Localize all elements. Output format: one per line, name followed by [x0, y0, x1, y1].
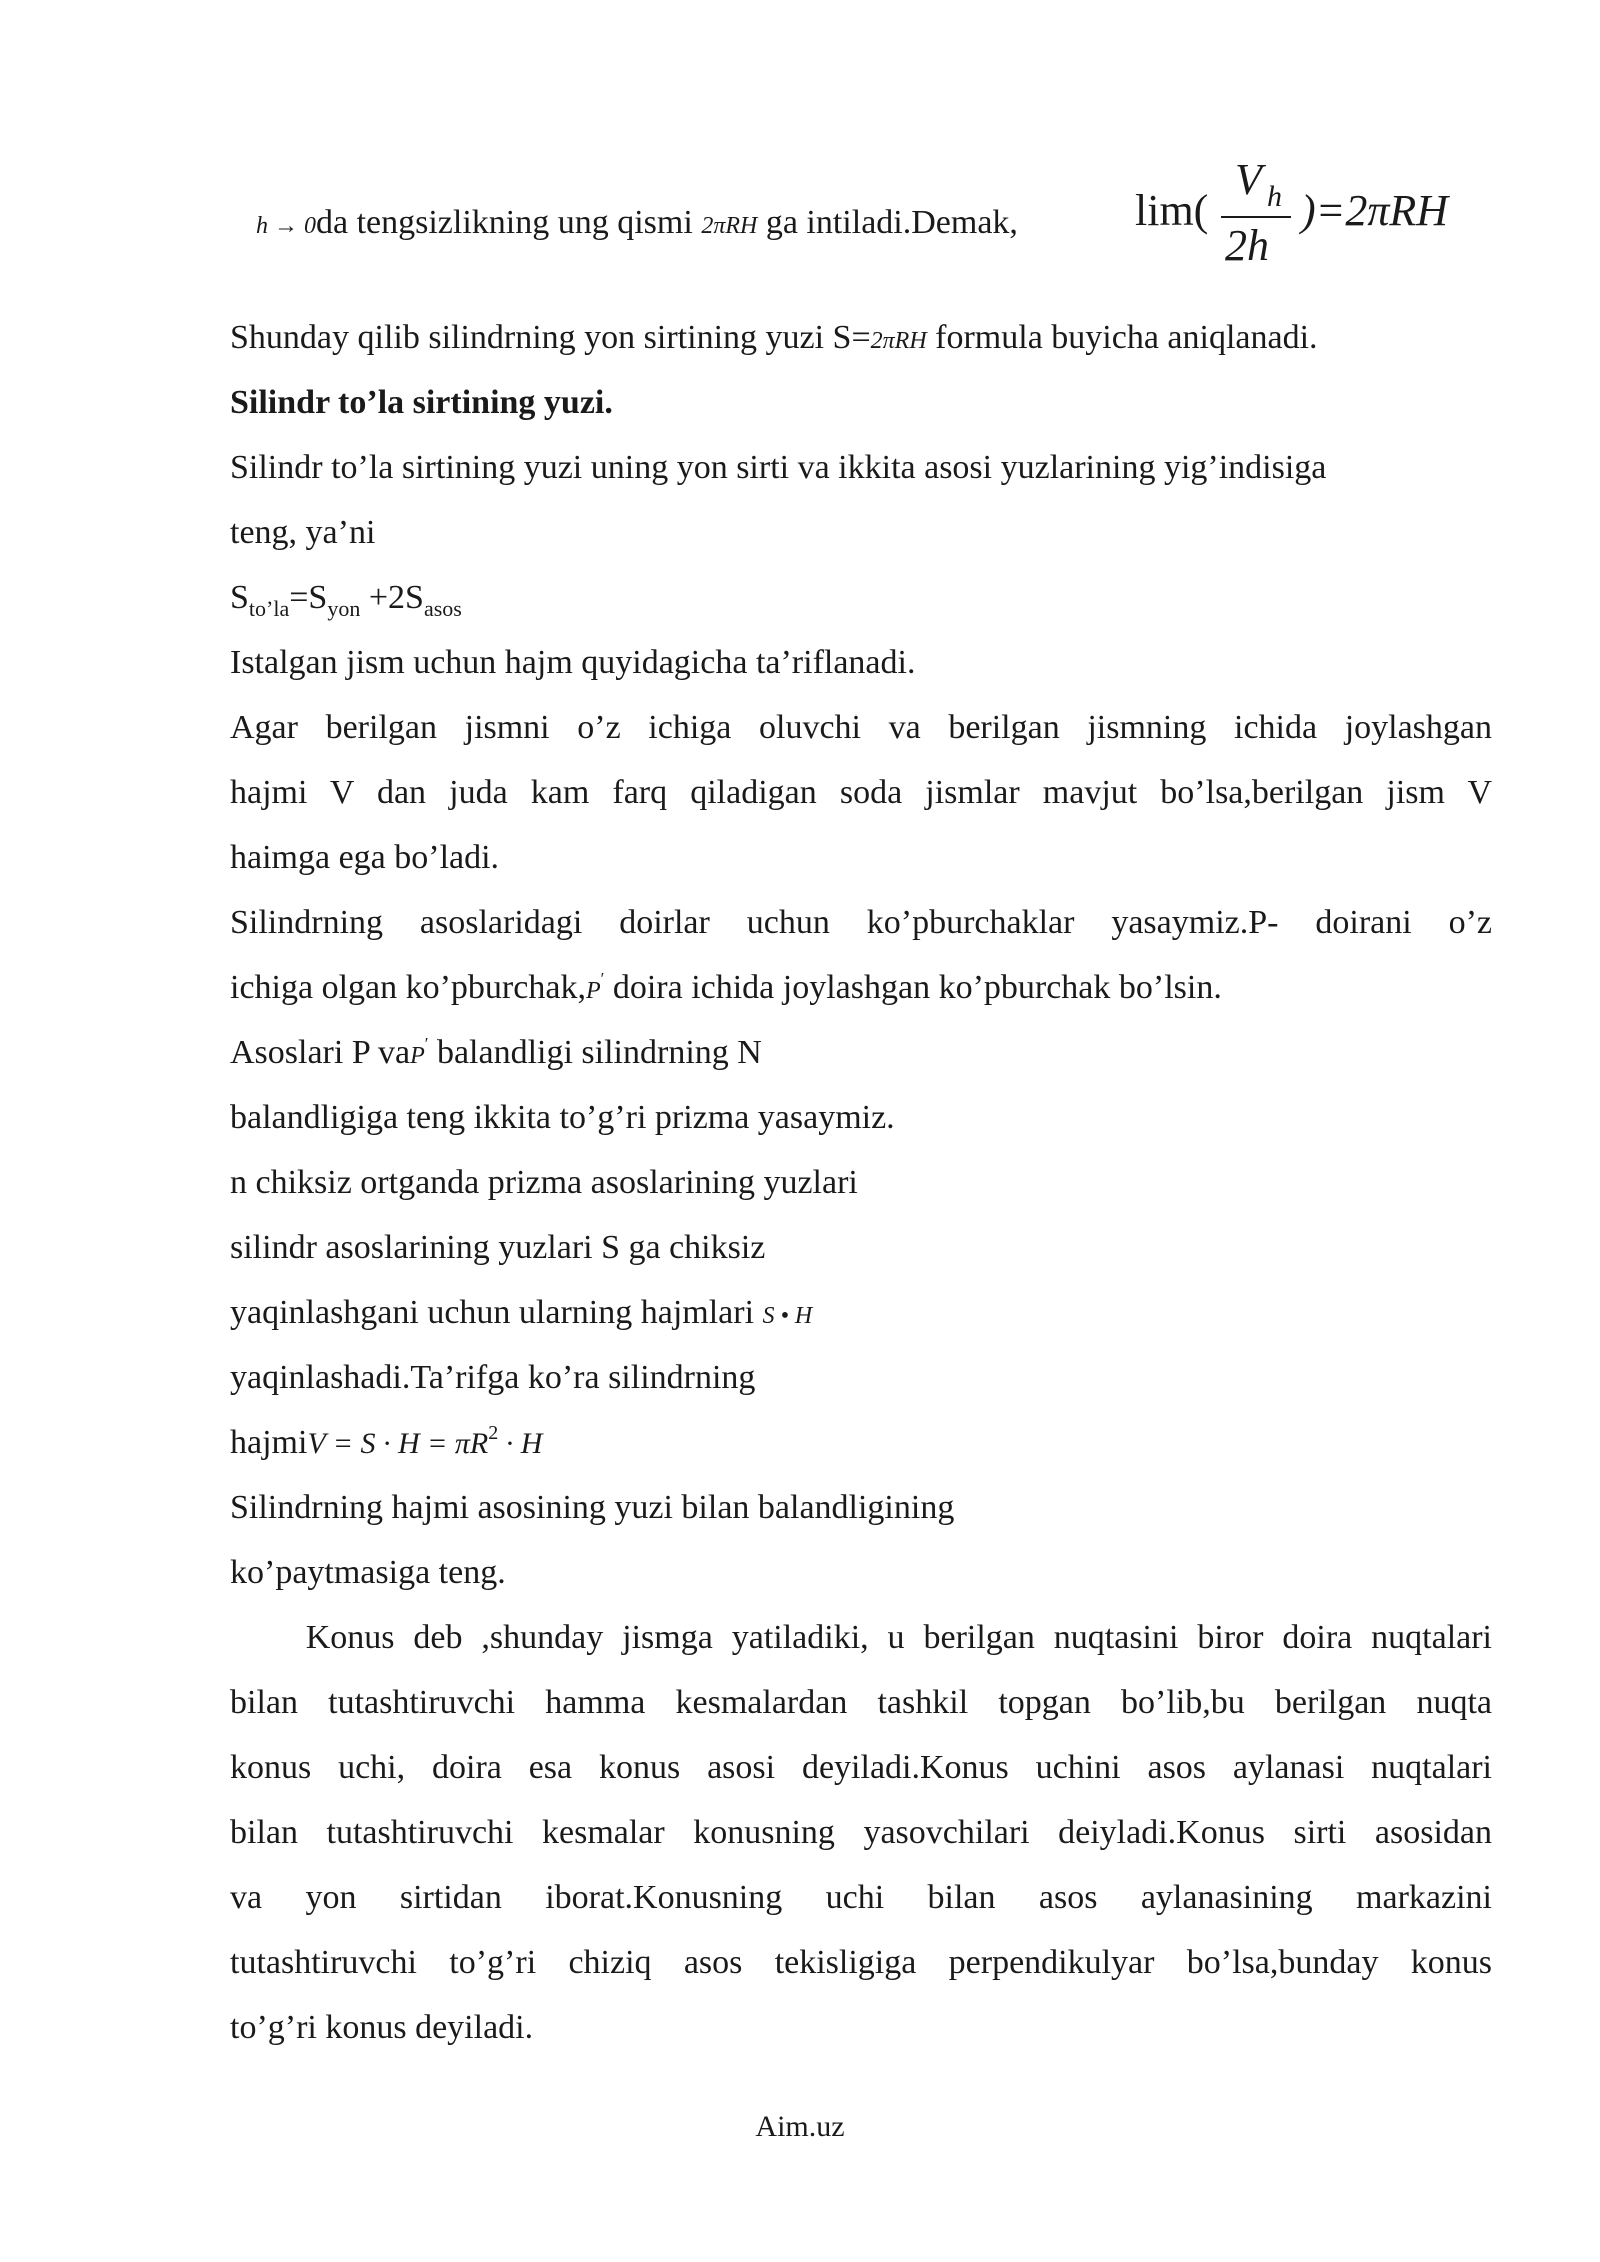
para4-text-b: doira ichida joylashgan ko’pburchak bo’lsin. [604, 969, 1222, 1006]
para7-line1: Konus deb ,shunday jismga yatiladiki, u berilgan nuqtasini biror doira nuqtalari [230, 1619, 1493, 1656]
para7-line4: bilan tutashtiruvchi kesmalar konusning yasovchilari deiyladi.Konus sirti asosidan [230, 1814, 1492, 1851]
formula-eq: =S [289, 579, 328, 616]
limit-fraction [1213, 150, 1301, 280]
para5-line4: silindr asoslarining yuzlari S ga chiksiz [230, 1229, 766, 1266]
para7-line7: to’g’ri konus deyiladi. [230, 2009, 534, 2046]
limit-formula [1135, 150, 1465, 280]
fraction-denominator: 2h [1225, 221, 1269, 270]
formula-plus: +2S [360, 579, 424, 616]
total-area-formula [230, 578, 462, 621]
para5-line6: yaqinlashadi.Ta’rifga ko’ra silindrning [230, 1359, 756, 1396]
intro-line [256, 203, 1018, 246]
limit-rhs: )=2πRH [1301, 186, 1449, 235]
volume-label: hajmi [230, 1424, 308, 1461]
section-heading: Silindr to’la sirtining yuzi. [230, 384, 613, 421]
prime-mark: ′ [600, 969, 605, 988]
two-pi-rh-expr-2: 2πRH [870, 328, 927, 354]
p-prime-symbol: P [585, 978, 601, 1004]
formula-s: S [230, 579, 249, 616]
para5-line7 [230, 1423, 542, 1467]
para6-line2: ko’paytmasiga teng. [230, 1554, 506, 1591]
para5-line1 [230, 1033, 762, 1078]
fraction-numerator-sub: h [1267, 180, 1282, 213]
para1-line2: teng, ya’ni [230, 514, 376, 551]
para7-line5: va yon sirtidan iborat.Konusning uchi bilan asos aylanasining markazini [230, 1879, 1492, 1916]
para5-text-b: balandligi silindrning N [428, 1034, 762, 1071]
para5-text-l5: yaqinlashgani uchun ularning hajmlari [230, 1294, 763, 1331]
intro-text-b: ga intiladi.Demak, [757, 204, 1018, 241]
para4-text-a: ichiga olgan ko’pburchak, [230, 969, 586, 1006]
para7-line6: tutashtiruvchi to’g’ri chiziq asos tekisligiga perpendikulyar bo’lsa,bunday konus [230, 1944, 1492, 1981]
para4-line1: Silindrning asoslaridagi doirlar uchun ko’pburchaklar yasaymiz.P- doirani o’z [230, 904, 1492, 941]
page-footer: Aim.uz [755, 2110, 845, 2143]
two-pi-rh-expr: 2πRH [701, 213, 758, 239]
para5-text-a: Asoslari P va [230, 1034, 411, 1071]
formula-sub-tola: to’la [248, 596, 290, 621]
volume-formula: V = S · H = πR [307, 1427, 489, 1460]
lateral-area-line [230, 318, 1318, 361]
volume-formula-tail: · H [498, 1427, 543, 1460]
para7-line2: bilan tutashtiruvchi hamma kesmalardan tashkil topgan bo’lib,bu berilgan nuqta [230, 1684, 1492, 1721]
para4-line2 [230, 968, 1222, 1013]
para7-line3: konus uchi, doira esa konus asosi deyiladi.Konus uchini asos aylanasi nuqtalari [230, 1749, 1492, 1786]
volume-exponent: 2 [488, 1422, 499, 1444]
para3-line3: haimga ega bo’ladi. [230, 839, 500, 876]
s-dot-h-expr: S • H [762, 1303, 813, 1329]
limit-lim: lim( [1135, 186, 1209, 235]
fraction-numerator: V [1235, 155, 1262, 204]
lateral-text-a: Shunday qilib silindrning yon sirtining yuzi S= [230, 319, 871, 356]
h-to-zero-expr: h → 0 [256, 213, 316, 239]
prime-mark-2: ′ [424, 1034, 429, 1053]
intro-text-a: da tengsizlikning ung qismi [316, 204, 702, 241]
para6-line1: Silindrning hajmi asosining yuzi bilan balandligining [230, 1489, 955, 1526]
formula-sub-asos: asos [423, 596, 462, 621]
formula-sub-yon: yon [327, 596, 361, 621]
p-prime-symbol-2: P [410, 1043, 425, 1069]
para3-line2: hajmi V dan juda kam farq qiladigan soda jismlar mavjut bo’lsa,berilgan jism V [230, 774, 1492, 811]
para5-line2: balandligiga teng ikkita to’g’ri prizma yasaymiz. [230, 1099, 895, 1136]
para5-line5 [230, 1293, 812, 1336]
para2: Istalgan jism uchun hajm quyidagicha ta’riflanadi. [230, 644, 916, 681]
lateral-text-b: formula buyicha aniqlanadi. [926, 319, 1318, 356]
para3-line1: Agar berilgan jismni o’z ichiga oluvchi va berilgan jismning ichida joylashgan [230, 709, 1492, 746]
para5-line3: n chiksiz ortganda prizma asoslarining yuzlari [230, 1164, 858, 1201]
para1-line1: Silindr to’la sirtining yuzi uning yon sirti va ikkita asosi yuzlarining yig’indisiga [230, 449, 1327, 486]
fraction-bar [1221, 216, 1291, 218]
